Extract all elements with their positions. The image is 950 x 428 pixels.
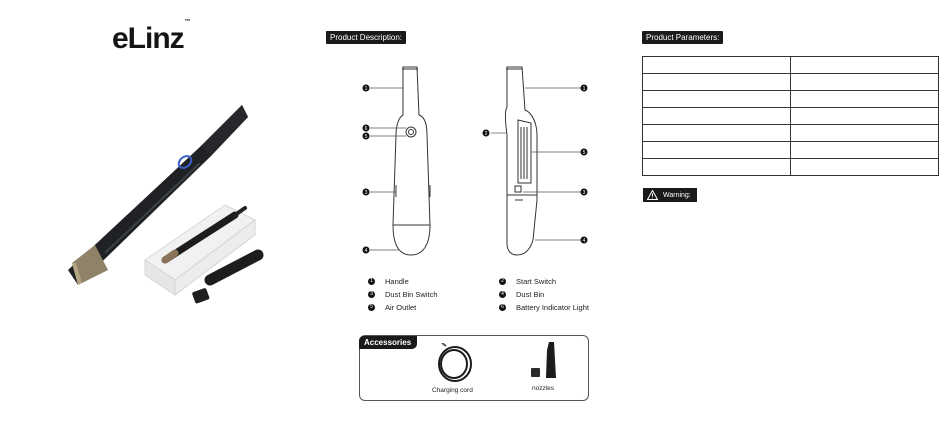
warning-icon bbox=[647, 190, 658, 200]
legend-label: Battery Indicator Light bbox=[516, 303, 589, 312]
table-row bbox=[643, 125, 939, 142]
table-row bbox=[643, 142, 939, 159]
table-cell bbox=[643, 108, 791, 125]
leader-lines bbox=[370, 88, 581, 250]
table-cell bbox=[643, 74, 791, 91]
table-cell bbox=[791, 125, 939, 142]
table-cell bbox=[643, 142, 791, 159]
table-row bbox=[643, 159, 939, 176]
svg-text:2: 2 bbox=[484, 131, 488, 137]
legend-label: Dust Bin Switch bbox=[385, 290, 438, 299]
charging-cord-label: Charging cord bbox=[432, 387, 473, 394]
legend-label: Handle bbox=[385, 277, 409, 286]
table-cell bbox=[643, 57, 791, 74]
legend-item: 4 Dust Bin bbox=[499, 290, 544, 299]
table-row bbox=[643, 91, 939, 108]
product-photo bbox=[50, 95, 285, 310]
table-cell bbox=[643, 159, 791, 176]
warning-text: Warning: bbox=[663, 191, 691, 199]
front-view bbox=[393, 67, 430, 255]
table-cell bbox=[791, 74, 939, 91]
table-cell bbox=[791, 108, 939, 125]
packaging-box bbox=[145, 205, 255, 295]
table-row bbox=[643, 57, 939, 74]
brand-logo bbox=[112, 19, 190, 56]
product-diagram bbox=[355, 55, 595, 265]
legend-item: 1 Handle bbox=[368, 277, 409, 286]
svg-text:4: 4 bbox=[364, 248, 368, 254]
warning-label bbox=[643, 188, 697, 202]
charging-cord-image bbox=[430, 343, 480, 385]
table-cell bbox=[791, 159, 939, 176]
legend-item: 3 Dust Bin Switch bbox=[368, 290, 438, 299]
logo-text: eLinz bbox=[112, 22, 184, 55]
table-cell bbox=[643, 125, 791, 142]
small-nozzle bbox=[192, 288, 210, 304]
legend-label: Start Switch bbox=[516, 277, 557, 286]
accessories-heading: Accessories bbox=[359, 336, 417, 349]
side-view bbox=[506, 67, 538, 255]
table-cell bbox=[643, 91, 791, 108]
svg-text:5: 5 bbox=[582, 150, 586, 156]
table-cell bbox=[791, 91, 939, 108]
legend-label: Dust Bin bbox=[516, 290, 545, 299]
svg-text:3: 3 bbox=[582, 190, 586, 196]
legend-item: 2 Start Switch bbox=[499, 277, 556, 286]
svg-text:4: 4 bbox=[582, 238, 586, 244]
table-row bbox=[643, 74, 939, 91]
table-row bbox=[643, 108, 939, 125]
product-description-heading: Product Description: bbox=[326, 31, 406, 44]
legend-label: Air Outlet bbox=[385, 303, 417, 312]
legend-item: 5 Air Outlet bbox=[368, 303, 416, 312]
callout-numbers bbox=[363, 85, 588, 255]
trademark: ™ bbox=[184, 19, 190, 25]
product-parameters-heading: Product Parameters: bbox=[642, 31, 723, 44]
nozzles-label: nozzles bbox=[532, 385, 555, 392]
legend-item: 6 Battery Indicator Light bbox=[499, 303, 589, 312]
table-cell bbox=[791, 142, 939, 159]
table-cell bbox=[791, 57, 939, 74]
svg-text:1: 1 bbox=[582, 86, 586, 92]
svg-text:1: 1 bbox=[364, 86, 368, 92]
svg-text:6: 6 bbox=[364, 126, 368, 132]
parameters-table bbox=[642, 56, 939, 176]
nozzles-image bbox=[527, 340, 563, 384]
svg-text:5: 5 bbox=[364, 134, 368, 140]
svg-text:3: 3 bbox=[364, 190, 368, 196]
